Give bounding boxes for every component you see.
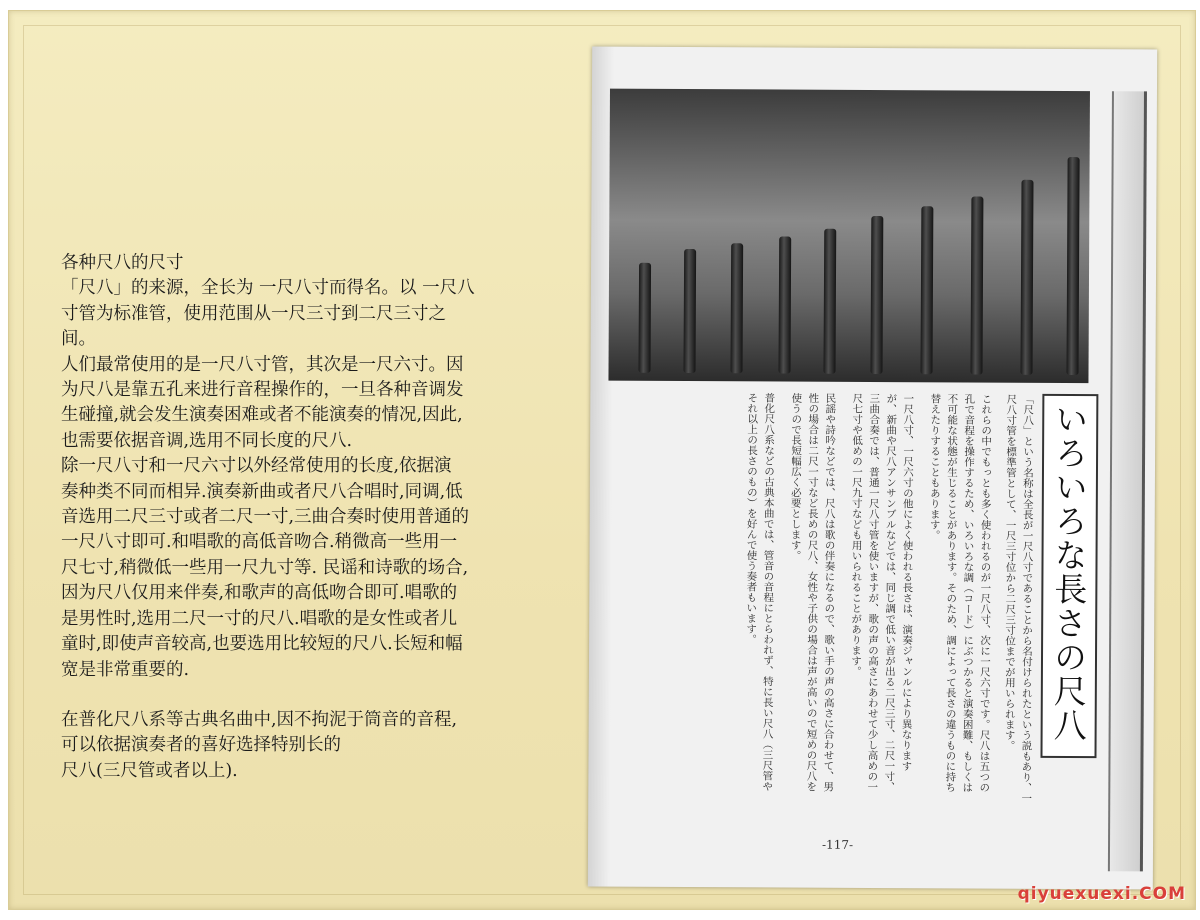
paragraph-3-line: 一尺八寸即可.和唱歌的高低音吻合.稍微高一些用一 [61,532,458,553]
paragraph-3-line: 尺七寸,稍微低一些用一尺九寸等. 民谣和诗歌的场合, [61,557,469,578]
paragraph-3-line: 宽是非常重要的. [61,659,190,680]
flute-image [778,237,791,374]
flute-image [683,249,696,373]
jp-column: 性の場合は二尺一寸など長めの尺八、女性や子供の場合は声が高いので短めの尺八を [805,392,820,792]
jp-column: 「尺八」という名称は全長が一尺八寸であることから名付けられたという説もあり、一 [1020,393,1035,804]
jp-column: 普化尺八系などの古典本曲では、管音の音程にとらわれず、特に長い尺八（三尺管や [761,392,776,792]
jp-column: 替えたりすることもあります。 [928,393,942,541]
paragraph-4-line: 尺八(三尺管或者以上). [61,760,238,781]
flute-image [1020,180,1033,375]
paragraph-3-line: 奏种类不同而相异.演奏新曲或者尺八合唱时,同调,低 [61,481,463,502]
paragraph-1-line: 寸管为标准管，使用范围从一尺三寸到二尺三寸之 [61,303,446,324]
flute-image [870,216,883,374]
jp-column: 尺七寸や低めの一尺九寸なども用いられることがあります。 [849,392,864,677]
paragraph-1-line: 「尺八」的来源，全长为 一尺八寸而得名。以 一尺八 [61,278,475,299]
paragraph-1-line: 间。 [61,329,96,350]
shakuhachi-photo [608,89,1090,384]
jp-column: 三曲合奏では、普通一尺八寸管を使いますが、歌の声の高さにあわせて少し高めの一 [866,392,881,793]
jp-column: 使うので長短幅広く必要とします。 [789,392,803,561]
flute-image [920,206,933,374]
paragraph-2-line: 也需要依据音调,选用不同长度的尺八. [61,430,353,451]
paragraph-2-line: 为尺八是靠五孔来进行音程操作的，一旦各种音调发 [61,380,464,401]
jp-column: 民謡や詩吟などでは、尺八は歌の伴奏になるので、歌い手の声の高さに合わせて、男 [822,392,837,792]
flute-image [730,243,743,373]
heading: 各种尺八的尺寸 [61,253,184,273]
jp-column: 孔で音程を操作するため、いろいろな調（コード）にぶつかると演奏困難、もしくは [961,393,976,793]
jp-column: 尺八寸管を標準管として、一尺三寸位から二尺三寸位までが用いられます。 [1003,393,1018,751]
paragraph-3-line: 是男性时,选用二尺一寸的尺八.唱歌的是女性或者儿 [61,608,458,629]
paragraph-3-line: 音选用二尺三寸或者二尺一寸,三曲合奏时使用普通的 [61,507,470,528]
paragraph-4-line: 可以依据演奏者的喜好选择特别长的 [61,735,341,756]
vertical-title-box [1040,394,1098,758]
flute-image [823,229,836,374]
paragraph-gap [61,683,561,708]
paragraph-3-line: 除一尺八寸和一尺六寸以外经常使用的长度,依据演 [61,456,452,477]
flute-image [638,263,651,373]
paragraph-2-line: 生碰撞,就会发生演奏困难或者不能演奏的情况,因此, [61,405,463,426]
vertical-title: いろいろな長さの尺八 [1048,401,1090,743]
watermark-logo: qiyuexuexi.COM [1017,884,1186,904]
paragraph-2-line: 人们最常使用的是一尺八寸管，其次是一尺六寸。因 [61,354,464,375]
book-edge [1108,91,1147,871]
jp-column: これらの中でもっとも多く使われるのが一尺八寸、次に一尺六寸です。尺八は五つの [978,393,993,793]
jp-column: それ以上の長さのもの）を好んで使う奏者もいます。 [745,392,759,645]
jp-column: が、新曲や尺八アンサンブルなどでは、同じ調で低い音が出る二尺三寸、二尺一寸、 [883,393,898,793]
jp-column: 一尺八寸、一尺六寸の他によく使われる長さは、演奏ジャンルにより異なります [900,393,915,772]
jp-column: 不可能な状態が生じることがあります。そのため、調によって長さの違うものに持ち [944,393,959,793]
flute-image [1066,157,1079,375]
chinese-text-block [61,251,561,784]
paragraph-3-line: 童时,即使声音较高,也要选用比较短的尺八.长短和幅 [61,634,463,655]
scanned-book-page [588,47,1157,890]
paragraph-4-line: 在普化尺八系等古典名曲中,因不拘泥于筒音的音程, [61,709,458,730]
flute-image [970,197,983,375]
page-number: -117- [821,837,854,852]
paragraph-3-line: 因为尺八仅用来伴奏,和歌声的高低吻合即可.唱歌的 [61,583,458,604]
